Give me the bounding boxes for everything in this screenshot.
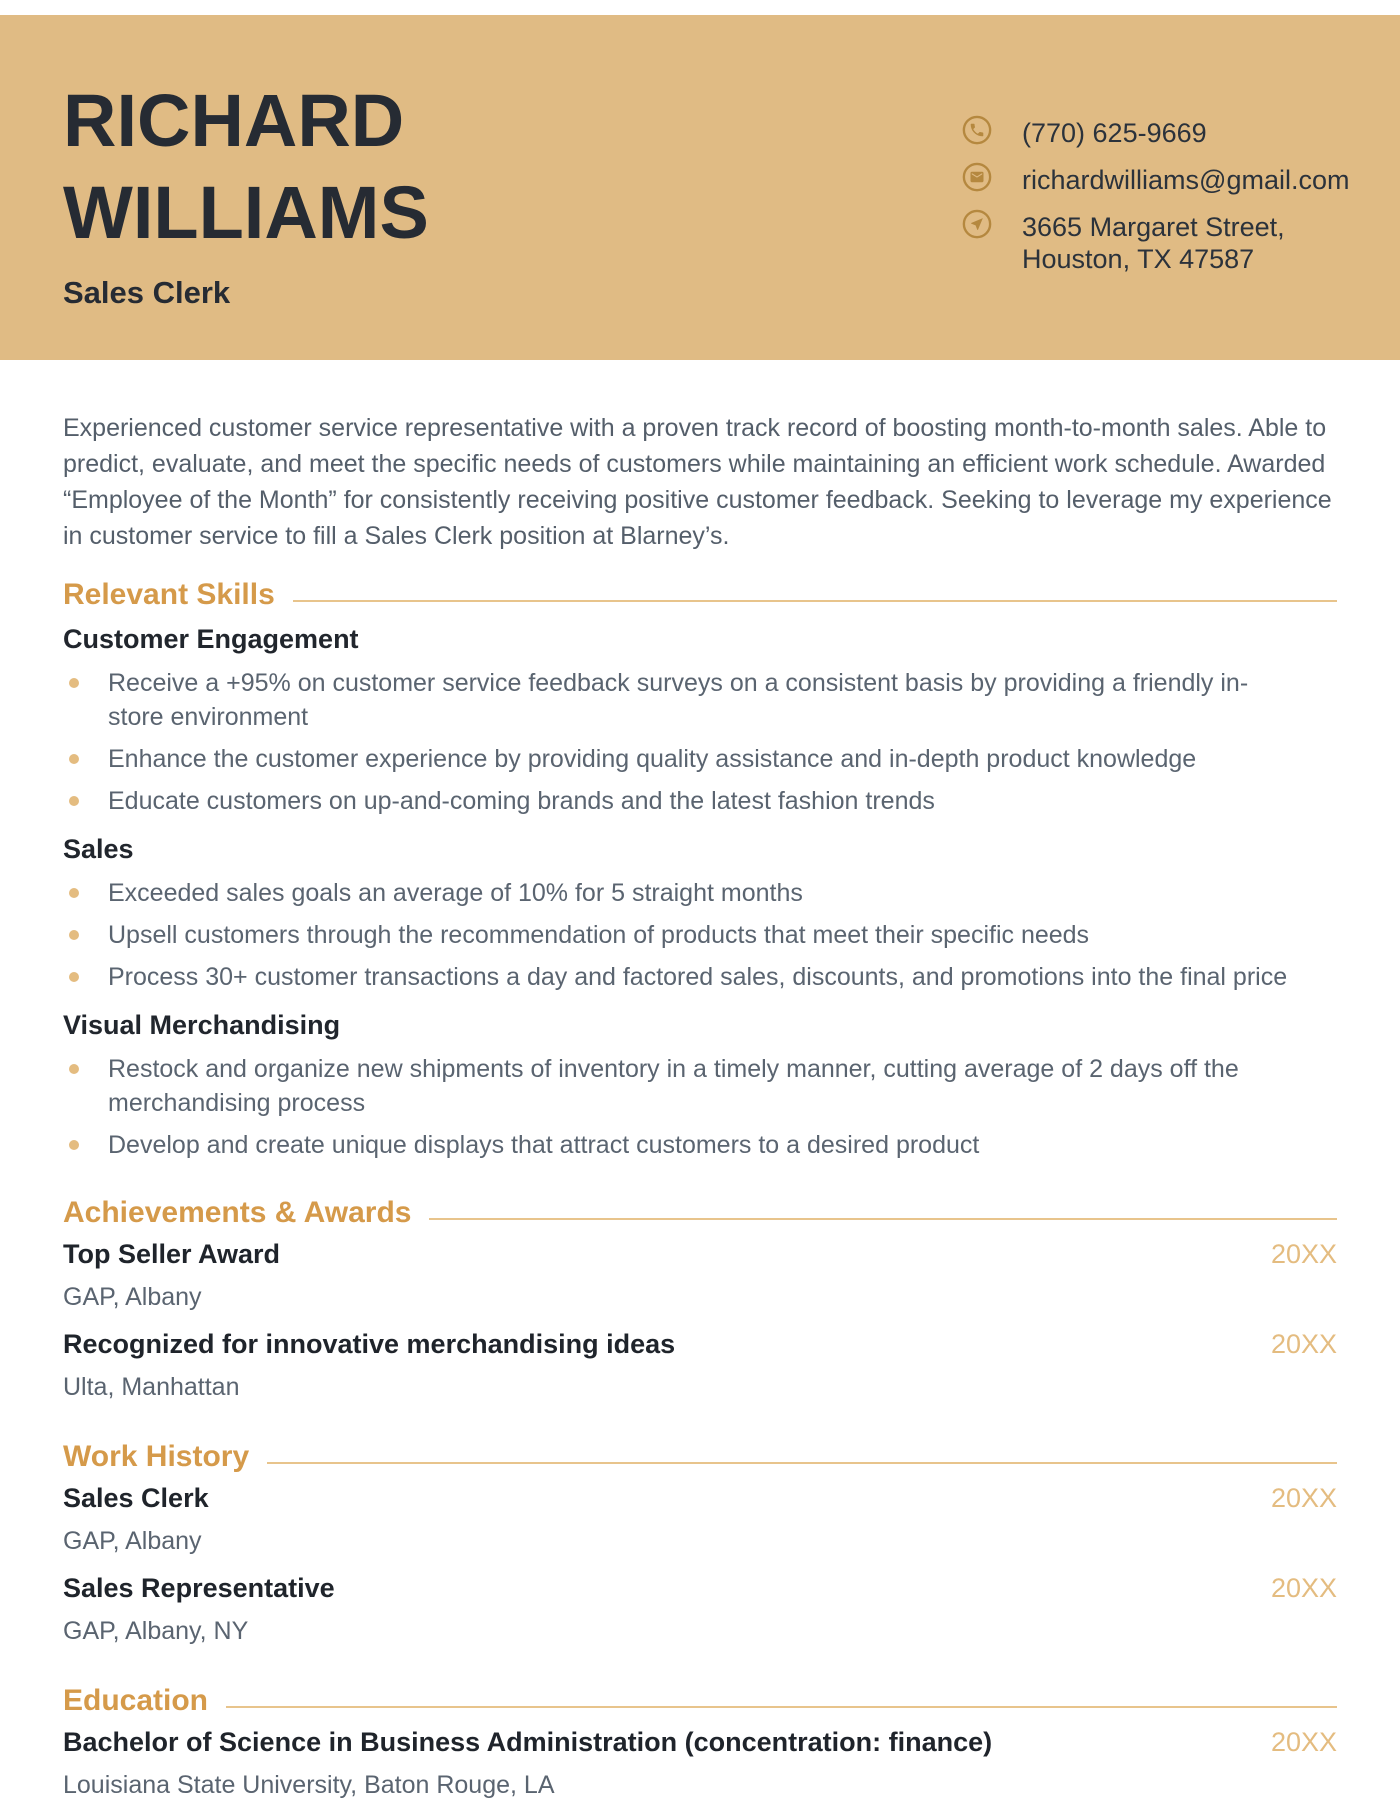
contact-address-row — [962, 209, 1337, 275]
bullet-text: Develop and create unique displays that attract customers to a desired product — [108, 1131, 980, 1159]
address-line-2: Houston, TX 47587 — [1022, 244, 1255, 274]
email-address: richardwilliams@gmail.com — [1022, 165, 1350, 195]
section-header — [63, 578, 1337, 612]
list-item — [63, 738, 1337, 780]
section-divider-rule — [293, 600, 1337, 602]
address-line-1: 3665 Margaret Street, — [1022, 212, 1285, 242]
bullet-dot-icon — [69, 796, 79, 806]
bullet-dot-icon — [69, 930, 79, 940]
bullet-text: Process 30+ customer transactions a day and factored sales, discounts, and promotions into the final price — [108, 963, 1288, 991]
section-achievements-awards — [63, 1196, 1337, 1410]
bullet-dot-icon — [69, 1064, 79, 1074]
candidate-name: RICHARD WILLIAMS — [63, 79, 429, 254]
contact-phone-row — [962, 115, 1337, 149]
skill-bullet-list — [63, 1048, 1337, 1166]
email-icon — [962, 162, 992, 192]
entry-subtitle: GAP, Albany, NY — [63, 1617, 249, 1645]
contact-email-row — [962, 162, 1350, 196]
section-title: Achievements & Awards — [63, 1196, 412, 1229]
section-title: Work History — [63, 1440, 250, 1473]
phone-number: (770) 625-9669 — [1022, 118, 1207, 148]
bullet-text: Receive a +95% on customer service feedback surveys on a consistent basis by providing a friendly in-store environment — [108, 669, 1249, 731]
bullet-text: Upsell customers through the recommendation of products that meet their specific needs — [108, 921, 1090, 949]
skill-bullet-list — [63, 662, 1337, 822]
summary-paragraph: Experienced customer service representative with a proven track record of boosting month-to-month sales. Able to predict, evaluate, and meet the specific needs of customers while maintaining an efficient work schedule. Awarded “Employee of the Month” for consistently receiving positive customer feedback. Seeking to leverage my experience in customer service to fill a Sales Clerk position at Blarney’s. — [63, 414, 1332, 550]
mailing-address — [1022, 209, 1285, 275]
candidate-job-title: Sales Clerk — [63, 275, 231, 310]
bullet-text: Restock and organize new shipments of inventory in a timely manner, cutting average of 2 days off the merchandising process — [108, 1055, 1239, 1117]
section-title: Relevant Skills — [63, 578, 275, 611]
phone-icon — [962, 115, 992, 145]
contact-block — [962, 15, 1350, 360]
entry-year: 20XX — [1270, 1573, 1337, 1603]
work-entry — [63, 1564, 1337, 1654]
entry-subtitle: Ulta, Manhattan — [63, 1373, 240, 1401]
bullet-text: Exceeded sales goals an average of 10% for 5 straight months — [108, 879, 803, 907]
list-item — [63, 662, 1337, 738]
entry-header — [63, 1326, 1337, 1362]
top-margin-strip — [0, 0, 1400, 15]
section-header — [63, 1440, 1337, 1474]
entry-subtitle: GAP, Albany — [63, 1283, 202, 1311]
section-header — [63, 1196, 1337, 1230]
entry-title: Recognized for innovative merchandising ideas — [63, 1329, 676, 1359]
list-item — [63, 1048, 1337, 1124]
bullet-dot-icon — [69, 678, 79, 688]
entry-subtitle: Louisiana State University, Baton Rouge, LA — [63, 1771, 555, 1799]
skill-group-title: Visual Merchandising — [63, 1010, 341, 1040]
section-divider-rule — [429, 1218, 1337, 1220]
education-entry — [63, 1718, 1337, 1808]
entry-year: 20XX — [1270, 1239, 1337, 1269]
list-item — [63, 914, 1337, 956]
location-icon — [962, 209, 992, 239]
list-item — [63, 956, 1337, 998]
bullet-dot-icon — [69, 888, 79, 898]
section-divider-rule — [267, 1462, 1337, 1464]
entry-year: 20XX — [1270, 1727, 1337, 1757]
bullet-dot-icon — [69, 1140, 79, 1150]
entry-title: Sales Representative — [63, 1573, 335, 1603]
entry-header — [63, 1480, 1337, 1516]
entry-title: Bachelor of Science in Business Administration (concentration: finance) — [63, 1727, 993, 1757]
list-item — [63, 1124, 1337, 1166]
entry-header — [63, 1570, 1337, 1606]
list-item — [63, 872, 1337, 914]
list-item — [63, 780, 1337, 822]
achievement-entry — [63, 1230, 1337, 1320]
skill-group-title: Customer Engagement — [63, 624, 359, 654]
entry-title: Sales Clerk — [63, 1483, 209, 1513]
work-entry — [63, 1474, 1337, 1564]
skill-bullet-list — [63, 872, 1337, 998]
bullet-dot-icon — [69, 972, 79, 982]
bullet-text: Enhance the customer experience by providing quality assistance and in-depth product knowledge — [108, 745, 1197, 773]
section-header — [63, 1684, 1337, 1718]
skill-group-title: Sales — [63, 834, 134, 864]
resume-body — [0, 410, 1400, 1808]
bullet-dot-icon — [69, 754, 79, 764]
section-divider-rule — [226, 1706, 1337, 1708]
resume-header — [0, 15, 1400, 360]
achievement-entry — [63, 1320, 1337, 1410]
section-relevant-skills — [63, 578, 1337, 1166]
section-title: Education — [63, 1684, 209, 1717]
entry-title: Top Seller Award — [63, 1239, 281, 1269]
entry-header — [63, 1236, 1337, 1272]
section-work-history — [63, 1440, 1337, 1654]
section-education — [63, 1684, 1337, 1808]
entry-year: 20XX — [1270, 1483, 1337, 1513]
entry-header — [63, 1724, 1337, 1760]
bullet-text: Educate customers on up-and-coming brands and the latest fashion trends — [108, 787, 935, 815]
entry-year: 20XX — [1270, 1329, 1337, 1359]
header-identity — [63, 15, 623, 360]
entry-subtitle: GAP, Albany — [63, 1527, 202, 1555]
